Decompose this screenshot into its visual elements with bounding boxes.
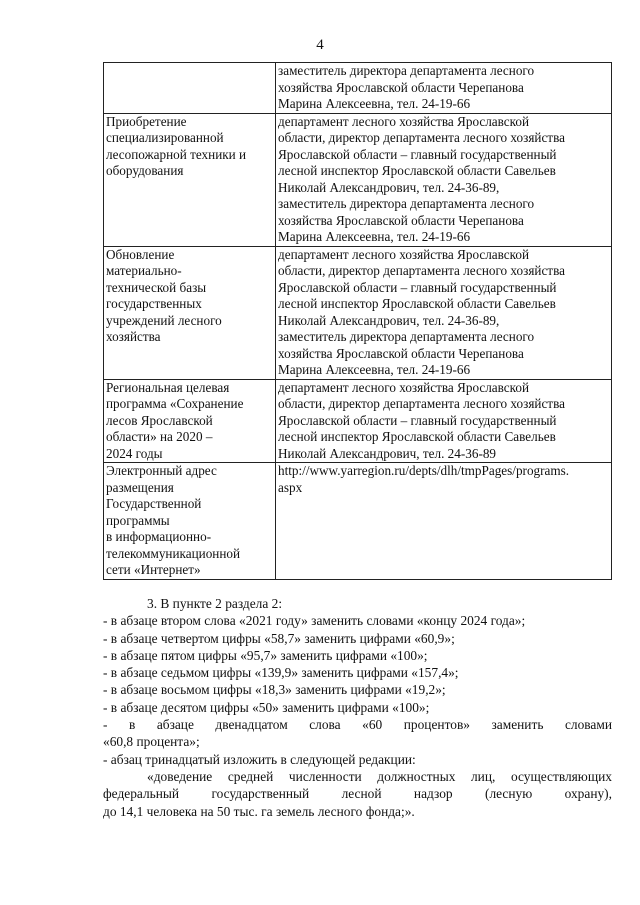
cell-text-line: области» на 2020 – <box>106 429 213 444</box>
cell-text-line: области, директор департамента лесного хозяйства <box>278 263 565 278</box>
cell-text-line: области, директор департамента лесного хозяйства <box>278 396 565 411</box>
cell-text-line: Региональная целевая <box>106 379 230 395</box>
cell-text-line: сети «Интернет» <box>106 562 201 577</box>
cell-text-line: лесной инспектор Ярославской области Савельев <box>278 429 556 444</box>
cell-text-line: оборудования <box>106 163 184 178</box>
amendments-text <box>103 595 612 820</box>
table-cell-label <box>104 379 276 463</box>
cell-text-line: лесопожарной техники и <box>106 146 247 162</box>
new-wording-line: федеральный государственный лесной надзор (лесную охрану), <box>103 786 612 802</box>
cell-text-line: хозяйства Ярославской области Черепанова <box>278 79 524 95</box>
table-body <box>104 63 612 580</box>
amendment-line: - в абзаце восьмом цифры «18,3» заменить цифрами «19,2»; <box>103 682 446 698</box>
cell-text-line: aspx <box>278 479 303 495</box>
cell-text-line: Николай Александрович, тел. 24-36-89, <box>278 312 500 328</box>
cell-text-line: Электронный адрес <box>106 463 217 478</box>
amendment-line: - в абзаце втором слова «2021 году» заменить словами «концу 2024 года»; <box>103 613 526 629</box>
cell-text-line: специализированной <box>106 130 224 145</box>
cell-text-line: государственных <box>106 296 202 311</box>
page-number: 4 <box>316 37 324 53</box>
amendment-line: - в абзаце четвертом цифры «58,7» заменить цифрами «60,9»; <box>103 630 455 646</box>
table-row <box>104 113 612 246</box>
amendment-line: - в абзаце пятом цифры «95,7» заменить цифрами «100»; <box>103 647 428 663</box>
amendment-line: - в абзаце десятом цифры «50» заменить цифрами «100»; <box>103 699 430 715</box>
table-row <box>104 63 612 114</box>
table-cell-value <box>276 379 612 463</box>
cell-text-line: телекоммуникационной <box>106 545 241 561</box>
cell-text-line: Марина Алексеевна, тел. 24-19-66 <box>278 96 471 111</box>
cell-text-line: в информационно- <box>106 529 212 544</box>
cell-text-line: Ярославской области – главный государственный <box>278 279 557 295</box>
amendment-line: - абзац тринадцатый изложить в следующей редакции: <box>103 751 416 767</box>
table-cell-label <box>104 63 276 114</box>
table-row <box>104 246 612 379</box>
cell-text-line: хозяйства <box>106 329 161 344</box>
cell-text-line: 2024 годы <box>106 445 163 461</box>
cell-text-line: программа «Сохранение <box>106 396 244 411</box>
amendment-line: - в абзаце седьмом цифры «139,9» заменить цифрами «157,4»; <box>103 665 459 681</box>
cell-text-line: материально- <box>106 263 182 278</box>
cell-text-line: технической базы <box>106 279 207 295</box>
cell-text-line: департамент лесного хозяйства Ярославской <box>278 379 530 395</box>
program-passport-table <box>103 62 612 580</box>
table-cell-value <box>276 113 612 246</box>
cell-text-line: лесной инспектор Ярославской области Савельев <box>278 296 556 311</box>
cell-text-line: программы <box>106 512 170 528</box>
cell-text-line: Николай Александрович, тел. 24-36-89, <box>278 179 500 195</box>
cell-text-line: лесов Ярославской <box>106 412 213 428</box>
table-cell-value <box>276 63 612 114</box>
cell-text-line: Марина Алексеевна, тел. 24-19-66 <box>278 229 471 244</box>
cell-text-line: Приобретение <box>106 113 187 129</box>
table-cell-label <box>104 246 276 379</box>
amendment-line-continued: «60,8 процента»; <box>103 734 200 750</box>
cell-text-line: Ярославской области – главный государственный <box>278 412 557 428</box>
table-cell-value <box>276 246 612 379</box>
cell-text-line: заместитель директора департамента лесного <box>278 63 535 78</box>
table-cell-value <box>276 463 612 580</box>
table-cell-label <box>104 113 276 246</box>
cell-text-line: учреждений лесного <box>106 312 222 328</box>
cell-text-line: лесной инспектор Ярославской области Савельев <box>278 163 556 178</box>
table-row <box>104 463 612 580</box>
cell-text-line: заместитель директора департамента лесного <box>278 329 535 344</box>
cell-text-line: Обновление <box>106 246 175 262</box>
table-cell-label <box>104 463 276 580</box>
cell-text-line: хозяйства Ярославской области Черепанова <box>278 345 524 361</box>
new-wording-line: «доведение средней численности должностных лиц, осуществляющих <box>147 768 612 784</box>
table-row <box>104 379 612 463</box>
cell-text-line: заместитель директора департамента лесного <box>278 196 535 211</box>
cell-text-line: http://www.yarregion.ru/depts/dlh/tmpPages/programs. <box>278 463 570 478</box>
cell-text-line: Марина Алексеевна, тел. 24-19-66 <box>278 362 471 377</box>
cell-text-line: размещения <box>106 479 174 495</box>
cell-text-line: Государственной <box>106 496 202 511</box>
cell-text-line: Николай Александрович, тел. 24-36-89 <box>278 445 497 461</box>
amendment-line: - в абзаце двенадцатом слова «60 процентов» заменить словами <box>103 717 612 733</box>
cell-text-line: области, директор департамента лесного хозяйства <box>278 130 565 145</box>
cell-text-line: Ярославской области – главный государственный <box>278 146 557 162</box>
cell-text-line: департамент лесного хозяйства Ярославской <box>278 113 530 129</box>
cell-text-line: хозяйства Ярославской области Черепанова <box>278 212 524 228</box>
new-wording-line: до 14,1 человека на 50 тыс. га земель лесного фонда;». <box>103 803 415 819</box>
cell-text-line: департамент лесного хозяйства Ярославской <box>278 246 530 262</box>
paragraph-item-3: 3. В пункте 2 раздела 2: <box>147 596 283 611</box>
